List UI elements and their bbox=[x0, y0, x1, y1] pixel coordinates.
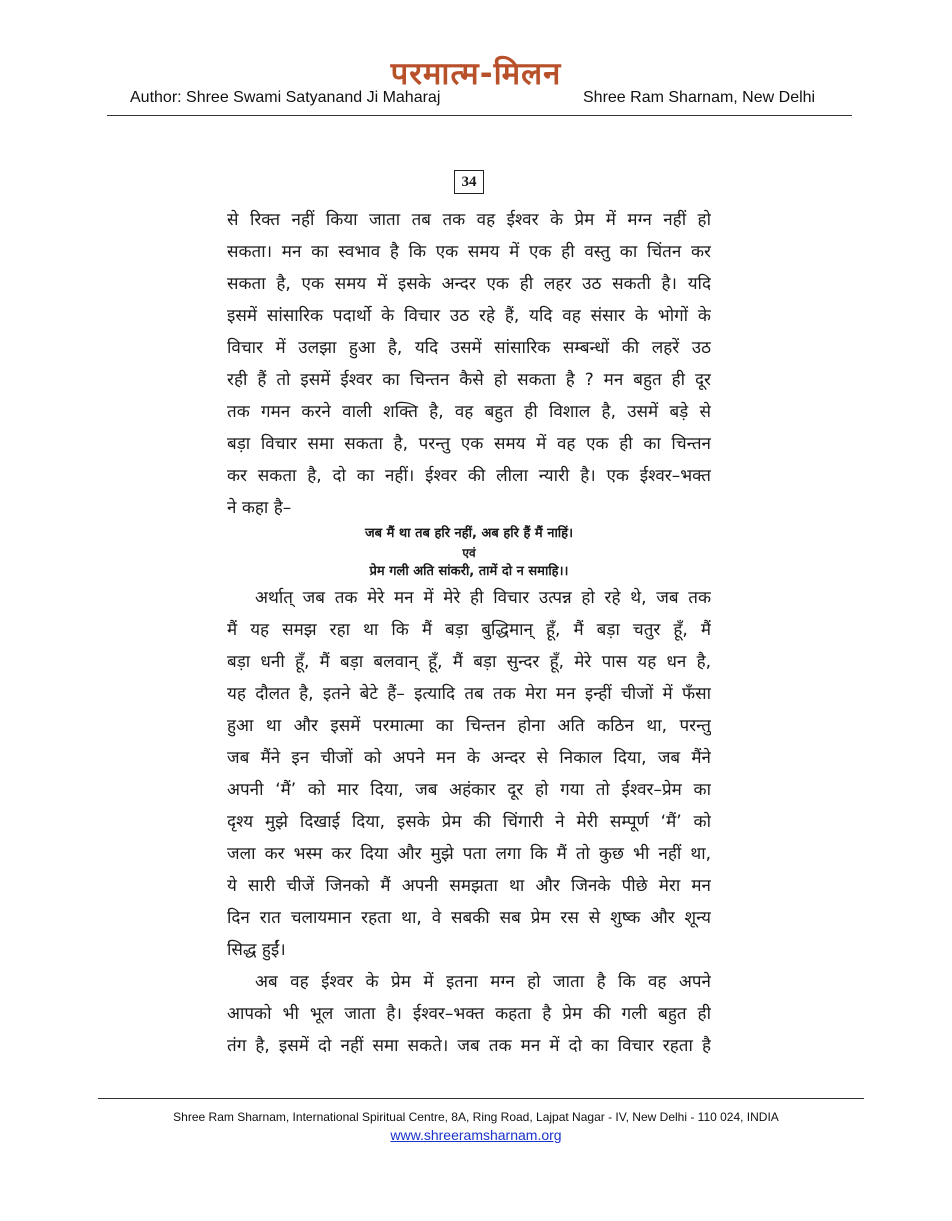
text-line: जब मैंने इन चीजों को अपने मन के अन्दर से निकाल दिया, जब मैंने bbox=[227, 748, 711, 768]
text-line: जला कर भस्म कर दिया और मुझे पता लगा कि मैं तो कुछ भी नहीं था, bbox=[227, 844, 711, 864]
text-line: अपनी ‘मैं’ को मार दिया, जब अहंकार दूर हो गया तो ईश्वर–प्रेम का bbox=[227, 780, 711, 800]
verse-block bbox=[227, 524, 711, 582]
text-line: हुआ था और इसमें परमात्मा का चिन्तन होना अति कठिन था, परन्तु bbox=[227, 716, 711, 736]
text-line: आपको भी भूल जाता है। ईश्वर–भक्त कहता है प्रेम की गली बहुत ही bbox=[227, 1004, 711, 1024]
text-line: सकता है, एक समय में इसके अन्दर एक ही लहर उठ सकती है। यदि bbox=[227, 274, 711, 294]
text-line: बड़ा धनी हूँ, मैं बड़ा बलवान् हूँ, मैं बड़ा सुन्दर हूँ, मेरे पास यह धन है, bbox=[227, 652, 711, 672]
page-number: 34 bbox=[454, 170, 484, 194]
text-line: मैं यह समझ रहा था कि मैं बड़ा बुद्धिमान् हूँ, मैं बड़ा चतुर हूँ, मैं bbox=[227, 620, 711, 640]
text-line: यह दौलत है, इतने बेटे हैं– इत्यादि तब तक मेरा मन इन्हीं चीजों में फँसा bbox=[227, 684, 711, 704]
text-line: सकता। मन का स्वभाव है कि एक समय में एक ही वस्तु का चिंतन कर bbox=[227, 242, 711, 262]
verse-connector: एवं bbox=[462, 546, 476, 560]
text-line: ये सारी चीजें जिनको मैं अपनी समझता था और जिनके पीछे मेरा मन bbox=[227, 876, 711, 896]
text-line: अब वह ईश्वर के प्रेम में इतना मग्न हो जाता है कि वह अपने bbox=[255, 972, 711, 992]
text-line: तंग है, इसमें दो नहीं समा सकते। जब तक मन में दो का विचार रहता है bbox=[227, 1036, 711, 1056]
paragraph-1 bbox=[227, 204, 711, 524]
verse-line-2: प्रेम गली अति सांकरी, तामें दो न समाहि।। bbox=[369, 564, 569, 579]
text-line: अर्थात् जब तक मेरे मन में मेरे ही विचार उत्पन्न हो रहे थे, जब तक bbox=[255, 588, 711, 608]
text-line: विचार में उलझा हुआ है, यदि उसमें सांसारिक सम्बन्धों की लहरें उठ bbox=[227, 338, 711, 358]
paragraph-3 bbox=[227, 966, 711, 1062]
book-title-logo: परमात्म-मिलन bbox=[390, 56, 562, 92]
text-line: तक गमन करने वाली शक्ति है, वह बहुत ही विशाल है, उसमें बड़े से bbox=[227, 402, 711, 422]
text-line: दिन रात चलायमान रहता था, वे सबकी सब प्रेम रस से शुष्क और शून्य bbox=[227, 908, 711, 928]
text-line: सिद्ध हुईं। bbox=[227, 940, 286, 960]
page-body bbox=[227, 204, 711, 1062]
author-line: Author: Shree Swami Satyanand Ji Maharaj bbox=[130, 89, 441, 106]
footer-address: Shree Ram Sharnam, International Spiritual Centre, 8A, Ring Road, Lajpat Nagar - IV, New Delhi - 110 024, INDIA bbox=[173, 1110, 779, 1124]
verse-line-1: जब मैं था तब हरि नहीं, अब हरि हैं मैं नाहिं। bbox=[364, 526, 574, 541]
text-line: इसमें सांसारिक पदार्थो के विचार उठ रहे हैं, यदि वह संसार के भोगों के bbox=[227, 306, 711, 326]
text-line: दृश्य मुझे दिखाई दिया, इसके प्रेम की चिंगारी ने मेरी सम्पूर्ण ‘मैं’ को bbox=[227, 812, 711, 832]
text-line: ने कहा है– bbox=[227, 498, 292, 518]
footer-divider bbox=[98, 1098, 864, 1099]
publisher-line: Shree Ram Sharnam, New Delhi bbox=[583, 89, 816, 106]
text-line: कर सकता है, दो का नहीं। ईश्वर की लीला न्यारी है। एक ईश्वर–भक्त bbox=[227, 466, 711, 486]
paragraph-2 bbox=[227, 582, 711, 966]
text-line: बड़ा विचार समा सकता है, परन्तु एक समय में वह एक ही का चिन्तन bbox=[227, 434, 711, 454]
header-divider bbox=[107, 115, 852, 116]
website-link[interactable]: www.shreeramsharnam.org bbox=[390, 1127, 562, 1143]
text-line: से रिक्त नहीं किया जाता तब तक वह ईश्वर के प्रेम में मग्न नहीं हो bbox=[227, 210, 711, 230]
text-line: रही हैं तो इसमें ईश्वर का चिन्तन कैसे हो सकता है ? मन बहुत ही दूर bbox=[227, 370, 711, 390]
